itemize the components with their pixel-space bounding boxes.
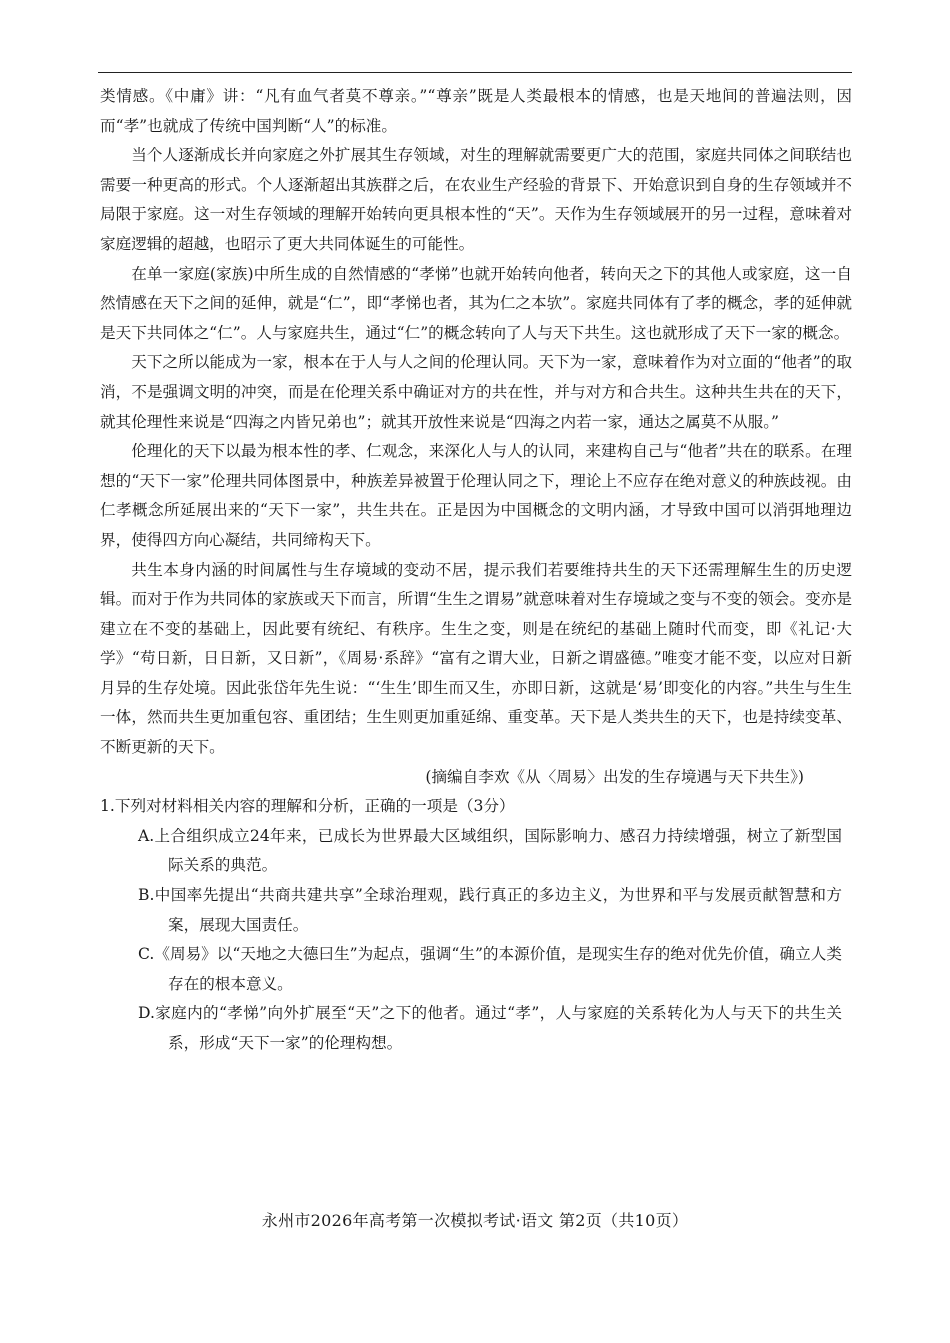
passage <box>100 82 852 1059</box>
paragraph-1: 类情感。《中庸》讲：“凡有血气者莫不尊亲。”“尊亲”既是人类最根本的情感，也是天地间的普遍法则，因而“孝”也就成了传统中国判断“人”的标准。 <box>100 87 852 135</box>
paragraph-2: 当个人逐渐成长并向家庭之外扩展其生存领域，对生的理解就需要更广大的范围，家庭共同体之间联结也需要一种更高的形式。个人逐渐超出其族群之后，在农业生产经验的背景下、开始意识到自身的生存领域并不局限于家庭。这一对生存领域的理解开始转向更具根本性的“天”。天作为生存领域展开的另一过程，意味着对家庭逻辑的超越，也昭示了更大共同体诞生的可能性。 <box>100 146 852 253</box>
paragraph-5: 伦理化的天下以最为根本性的孝、仁观念，来深化人与人的认同，来建构自己与“他者”共在的联系。在理想的“天下一家”伦理共同体图景中，种族差异被置于伦理认同之下，理论上不应存在绝对意义的种族歧视。由仁孝概念所延展出来的“天下一家”，共生共在。正是因为中国概念的文明内涵，才导致中国可以消弭地理边界，使得四方向心凝结，共同缔构天下。 <box>100 442 852 549</box>
page-footer: 永州市2026年高考第一次模拟考试·语文 第2页（共10页） <box>261 1211 689 1230</box>
paragraph-4: 天下之所以能成为一家，根本在于人与人之间的伦理认同。天下为一家，意味着作为对立面的“他者”的取消，不是强调文明的冲突，而是在伦理关系中确证对方的共在性，并与对方和合共生。这种共生共在的天下，就其伦理性来说是“四海之内皆兄弟也”；就其开放性来说是“四海之内若一家，通达之属莫不从服。” <box>100 353 852 431</box>
source-citation: (摘编自李欢《从〈周易〉出发的生存境遇与天下共生》) <box>425 767 804 786</box>
option-a: A.上合组织成立24年来，已成长为世界最大区域组织，国际影响力、感召力持续增强，树立了新型国际关系的典范。 <box>138 826 842 875</box>
header-rule <box>98 72 852 73</box>
paragraph-6: 共生本身内涵的时间属性与生存境域的变动不居，提示我们若要维持共生的天下还需理解生生的历史逻辑。而对于作为共同体的家族或天下而言，所谓“生生之谓易”就意味着对生存境域之变与不变的领会。变亦是建立在不变的基础上，因此要有统纪、有秩序。生生之变，则是在统纪的基础上随时代而变，即《礼记·大学》“苟日新，日日新，又日新”，《周易·系辞》“富有之谓大业，日新之谓盛德。”唯变才能不变，以应对日新月异的生存处境。因此张岱年先生说：“‘生生’即生而又生，亦即日新，这就是‘易’即变化的内容。”共生与生生一体，然而共生更加重包容、重团结；生生则更加重延绵、重变革。天下是人类共生的天下，也是持续变革、不断更新的天下。 <box>100 560 852 757</box>
paragraph-3: 在单一家庭(家族)中所生成的自然情感的“孝悌”也就开始转向他者，转向天之下的其他人或家庭，这一自然情感在天下之间的延伸，就是“仁”，即“孝悌也者，其为仁之本欤”。家庭共同体有了孝的概念，孝的延伸就是天下共同体之“仁”。人与家庭共生，通过“仁”的概念转向了人与天下共生。这也就形成了天下一家的概念。 <box>100 264 852 342</box>
option-b: B.中国率先提出“共商共建共享”全球治理观，践行真正的多边主义，为世界和平与发展贡献智慧和方案，展现大国责任。 <box>138 886 842 934</box>
option-d: D.家庭内的“孝悌”向外扩展至“天”之下的他者。通过“孝”，人与家庭的关系转化为人与天下的共生关系，形成“天下一家”的伦理构想。 <box>138 1004 842 1052</box>
option-c: C.《周易》以“天地之大德曰生”为起点，强调“生”的本源价值，是现实生存的绝对优先价值，确立人类存在的根本意义。 <box>138 945 842 993</box>
question-stem: 1.下列对材料相关内容的理解和分析，正确的一项是（3分） <box>100 797 515 816</box>
